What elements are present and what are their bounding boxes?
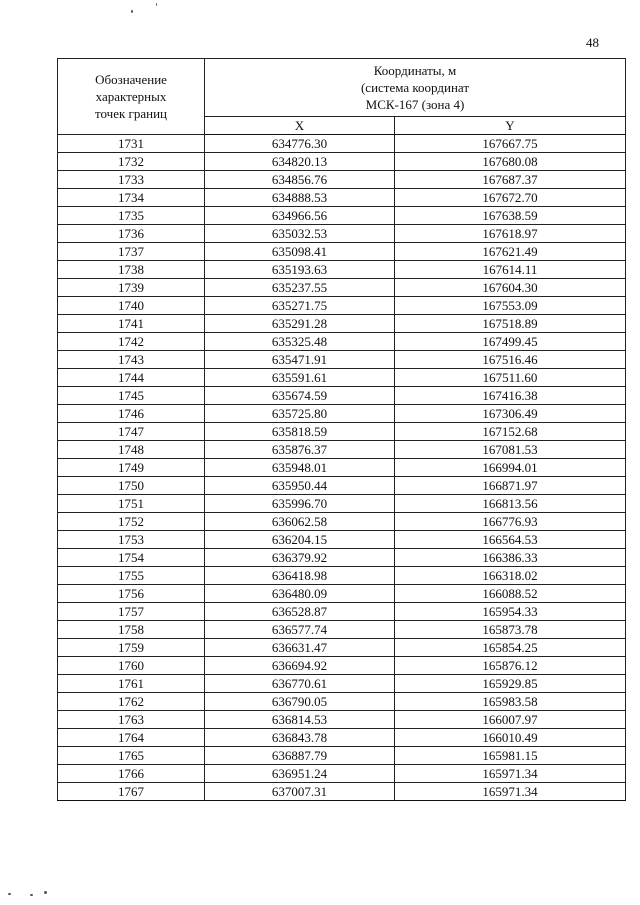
scan-speck	[131, 10, 133, 13]
table-row	[58, 783, 626, 801]
y-coordinate-cell: 167081.53	[395, 441, 626, 459]
x-coordinate-cell: 635291.28	[205, 315, 395, 333]
y-coordinate-cell: 167604.30	[395, 279, 626, 297]
y-coordinate-cell: 165929.85	[395, 675, 626, 693]
page-number: 48	[586, 35, 599, 50]
y-coordinate-cell: 166318.02	[395, 567, 626, 585]
point-cell: 1743	[58, 351, 205, 369]
point-cell: 1735	[58, 207, 205, 225]
table-row	[58, 297, 626, 315]
point-cell: 1740	[58, 297, 205, 315]
table-row	[58, 405, 626, 423]
y-coordinate-cell: 165854.25	[395, 639, 626, 657]
table-row	[58, 459, 626, 477]
x-coordinate-cell: 635674.59	[205, 387, 395, 405]
table-row	[58, 153, 626, 171]
point-cell: 1738	[58, 261, 205, 279]
point-cell: 1737	[58, 243, 205, 261]
y-coordinate-cell: 167687.37	[395, 171, 626, 189]
x-coordinate-cell: 634776.30	[205, 135, 395, 153]
point-cell: 1745	[58, 387, 205, 405]
table-row	[58, 243, 626, 261]
y-coordinate-cell: 167680.08	[395, 153, 626, 171]
table-row	[58, 639, 626, 657]
y-coordinate-cell: 166007.97	[395, 711, 626, 729]
y-coordinate-cell: 167499.45	[395, 333, 626, 351]
table-row	[58, 747, 626, 765]
x-coordinate-cell: 635325.48	[205, 333, 395, 351]
y-coordinate-cell: 165876.12	[395, 657, 626, 675]
point-cell: 1757	[58, 603, 205, 621]
point-cell: 1731	[58, 135, 205, 153]
point-cell: 1762	[58, 693, 205, 711]
y-coordinate-cell: 165971.34	[395, 765, 626, 783]
y-column-header: Y	[395, 117, 626, 135]
table-row	[58, 621, 626, 639]
x-coordinate-cell: 635948.01	[205, 459, 395, 477]
table-row	[58, 261, 626, 279]
x-coordinate-cell: 636790.05	[205, 693, 395, 711]
y-coordinate-cell: 165983.58	[395, 693, 626, 711]
table-row	[58, 477, 626, 495]
table-row	[58, 675, 626, 693]
scan-speck	[8, 893, 11, 895]
point-header-line: характерных	[95, 89, 167, 104]
y-coordinate-cell: 167618.97	[395, 225, 626, 243]
table-row	[58, 765, 626, 783]
table-row	[58, 549, 626, 567]
x-coordinate-cell: 635591.61	[205, 369, 395, 387]
y-coordinate-cell: 166386.33	[395, 549, 626, 567]
point-cell: 1733	[58, 171, 205, 189]
x-coordinate-cell: 636480.09	[205, 585, 395, 603]
y-coordinate-cell: 166564.53	[395, 531, 626, 549]
y-coordinate-cell: 165971.34	[395, 783, 626, 801]
scan-speck	[30, 894, 33, 896]
x-coordinate-cell: 635193.63	[205, 261, 395, 279]
y-coordinate-cell: 167516.46	[395, 351, 626, 369]
x-coordinate-cell: 636204.15	[205, 531, 395, 549]
point-cell: 1753	[58, 531, 205, 549]
point-cell: 1756	[58, 585, 205, 603]
x-coordinate-cell: 635725.80	[205, 405, 395, 423]
point-cell: 1761	[58, 675, 205, 693]
table-row	[58, 189, 626, 207]
point-header-line: точек границ	[94, 106, 168, 121]
x-coordinate-cell: 636770.61	[205, 675, 395, 693]
y-coordinate-cell: 167306.49	[395, 405, 626, 423]
y-coordinate-cell: 165954.33	[395, 603, 626, 621]
x-column-header: X	[205, 117, 395, 135]
point-cell: 1751	[58, 495, 205, 513]
point-cell: 1748	[58, 441, 205, 459]
x-coordinate-cell: 636379.92	[205, 549, 395, 567]
coords-header-line: МСК-167 (зона 4)	[365, 97, 465, 112]
table-row	[58, 351, 626, 369]
y-coordinate-cell: 166088.52	[395, 585, 626, 603]
table-row	[58, 333, 626, 351]
x-coordinate-cell: 635818.59	[205, 423, 395, 441]
point-cell: 1750	[58, 477, 205, 495]
coords-header-line: Координаты, м	[373, 63, 457, 78]
x-coordinate-cell: 636814.53	[205, 711, 395, 729]
table-row	[58, 135, 626, 153]
table-row	[58, 441, 626, 459]
y-coordinate-cell: 167621.49	[395, 243, 626, 261]
table-row	[58, 711, 626, 729]
point-cell: 1765	[58, 747, 205, 765]
point-cell: 1766	[58, 765, 205, 783]
point-cell: 1746	[58, 405, 205, 423]
y-coordinate-cell: 166871.97	[395, 477, 626, 495]
x-coordinate-cell: 636887.79	[205, 747, 395, 765]
point-cell: 1744	[58, 369, 205, 387]
y-coordinate-cell: 166776.93	[395, 513, 626, 531]
x-coordinate-cell: 636062.58	[205, 513, 395, 531]
y-coordinate-cell: 166813.56	[395, 495, 626, 513]
x-coordinate-cell: 637007.31	[205, 783, 395, 801]
x-coordinate-cell: 635098.41	[205, 243, 395, 261]
table-header-row	[58, 59, 626, 117]
point-cell: 1734	[58, 189, 205, 207]
x-coordinate-cell: 635876.37	[205, 441, 395, 459]
point-cell: 1747	[58, 423, 205, 441]
table-row	[58, 729, 626, 747]
point-cell: 1732	[58, 153, 205, 171]
scan-speck	[156, 3, 157, 6]
table-row	[58, 207, 626, 225]
x-coordinate-cell: 636528.87	[205, 603, 395, 621]
x-coordinate-cell: 636631.47	[205, 639, 395, 657]
table-row	[58, 657, 626, 675]
point-cell: 1752	[58, 513, 205, 531]
y-coordinate-cell: 166010.49	[395, 729, 626, 747]
x-coordinate-cell: 636694.92	[205, 657, 395, 675]
x-coordinate-cell: 634888.53	[205, 189, 395, 207]
y-coordinate-cell: 165981.15	[395, 747, 626, 765]
x-coordinate-cell: 634820.13	[205, 153, 395, 171]
x-coordinate-cell: 634856.76	[205, 171, 395, 189]
table-row	[58, 585, 626, 603]
y-coordinate-cell: 167518.89	[395, 315, 626, 333]
coordinates-table	[57, 58, 626, 801]
table-row	[58, 423, 626, 441]
table-row	[58, 315, 626, 333]
y-coordinate-cell: 167152.68	[395, 423, 626, 441]
point-cell: 1741	[58, 315, 205, 333]
point-designation-header	[58, 59, 205, 135]
point-cell: 1749	[58, 459, 205, 477]
table-row	[58, 171, 626, 189]
table-row	[58, 603, 626, 621]
table-row	[58, 693, 626, 711]
x-coordinate-cell: 635032.53	[205, 225, 395, 243]
point-cell: 1764	[58, 729, 205, 747]
x-coordinate-cell: 636577.74	[205, 621, 395, 639]
point-cell: 1736	[58, 225, 205, 243]
point-cell: 1755	[58, 567, 205, 585]
point-cell: 1763	[58, 711, 205, 729]
y-coordinate-cell: 167667.75	[395, 135, 626, 153]
x-coordinate-cell: 635471.91	[205, 351, 395, 369]
x-coordinate-cell: 635950.44	[205, 477, 395, 495]
y-coordinate-cell: 167553.09	[395, 297, 626, 315]
table-row	[58, 387, 626, 405]
x-coordinate-cell: 634966.56	[205, 207, 395, 225]
table-row	[58, 513, 626, 531]
y-coordinate-cell: 167638.59	[395, 207, 626, 225]
point-cell: 1767	[58, 783, 205, 801]
table-row	[58, 531, 626, 549]
y-coordinate-cell: 167672.70	[395, 189, 626, 207]
x-coordinate-cell: 635271.75	[205, 297, 395, 315]
y-coordinate-cell: 167416.38	[395, 387, 626, 405]
x-coordinate-cell: 636418.98	[205, 567, 395, 585]
table-row	[58, 495, 626, 513]
point-cell: 1759	[58, 639, 205, 657]
table-row	[58, 567, 626, 585]
y-coordinate-cell: 166994.01	[395, 459, 626, 477]
table-row	[58, 279, 626, 297]
point-cell: 1760	[58, 657, 205, 675]
coords-header-line: (система координат	[360, 80, 470, 95]
table-row	[58, 225, 626, 243]
point-cell: 1758	[58, 621, 205, 639]
y-coordinate-cell: 165873.78	[395, 621, 626, 639]
x-coordinate-cell: 635237.55	[205, 279, 395, 297]
y-coordinate-cell: 167511.60	[395, 369, 626, 387]
y-coordinate-cell: 167614.11	[395, 261, 626, 279]
x-coordinate-cell: 636951.24	[205, 765, 395, 783]
coordinates-group-header	[205, 59, 626, 117]
x-coordinate-cell: 636843.78	[205, 729, 395, 747]
point-cell: 1739	[58, 279, 205, 297]
point-header-line: Обозначение	[95, 72, 167, 87]
table-row	[58, 369, 626, 387]
point-cell: 1754	[58, 549, 205, 567]
table-body	[58, 135, 626, 801]
point-cell: 1742	[58, 333, 205, 351]
x-coordinate-cell: 635996.70	[205, 495, 395, 513]
scan-speck	[44, 891, 47, 894]
